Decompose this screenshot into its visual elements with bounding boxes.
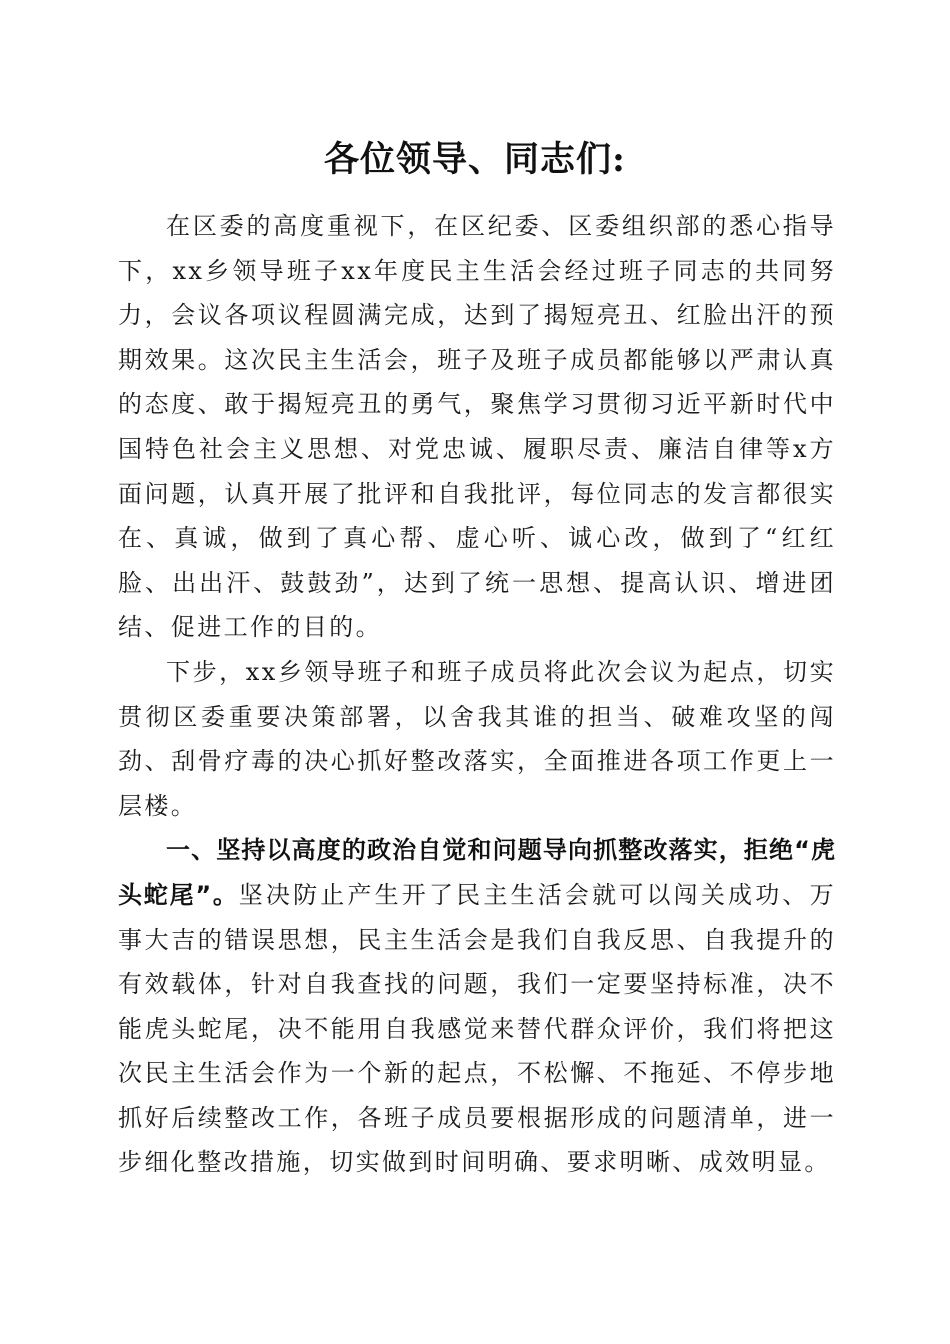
page-title: 各位领导、同志们: — [324, 139, 626, 180]
section-one-body: 坚决防止产生开了民主生活会就可以闯关成功、万事大吉的错误思想，民主生活会是我们自我反思、自我提升的有效载体，针对自我查找的问题，我们一定要坚持标准，决不能虎头蛇尾，决不能用自我感觉来替代群众评价，我们将把这次民主生活会作为一个新的起点，不松懈、不拖延、不停步地抓好后续整改工作，各班子成员要根据形成的问题清单，进一步细化整改措施，切实做到时间明确、要求明晰、成效明显。 — [118, 880, 836, 1177]
section-one — [118, 828, 836, 1185]
paragraph-next-steps: 下步，xx乡领导班子和班子成员将此次会议为起点，切实贯彻区委重要决策部署，以舍我其谁的担当、破难攻坚的闯劲、刮骨疗毒的决心抓好整改落实，全面推进各项工作更上一层楼。 — [118, 657, 836, 820]
document-body — [118, 204, 836, 1185]
section-one-heading: 一、坚持以高度的政治自觉和问题导向抓整改落实，拒绝“虎头蛇尾”。 — [118, 836, 836, 909]
paragraph-intro: 在区委的高度重视下，在区纪委、区委组织部的悉心指导下，xx乡领导班子xx年度民主生活会经过班子同志的共同努力，会议各项议程圆满完成，达到了揭短亮丑、红脸出汗的预期效果。这次民主生活会，班子及班子成员都能够以严肃认真的态度、敢于揭短亮丑的勇气，聚焦学习贯彻习近平新时代中国特色社会主义思想、对党忠诚、履职尽责、廉洁自律等x方面问题，认真开展了批评和自我批评，每位同志的发言都很实在、真诚，做到了真心帮、虚心听、诚心改，做到了“红红脸、出出汗、鼓鼓劲”，达到了统一思想、提高认识、增进团结、促进工作的目的。 — [118, 212, 836, 642]
